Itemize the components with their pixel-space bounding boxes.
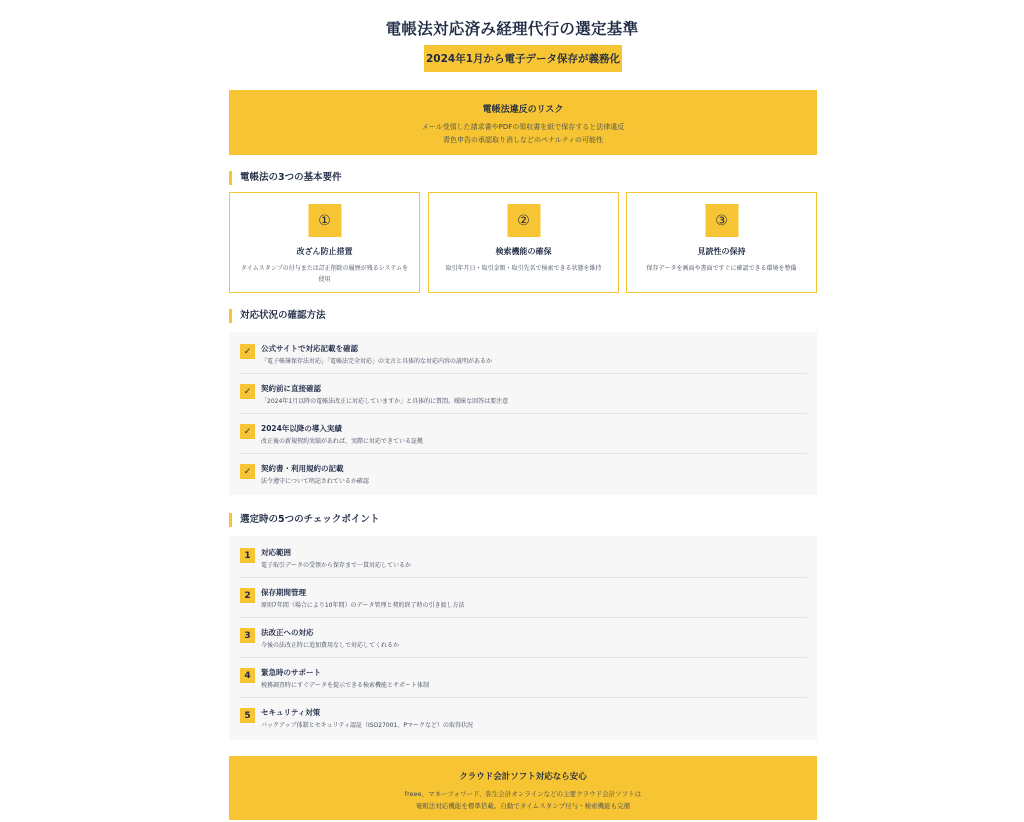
risk-line-1: メール受領した請求書やPDFの領収書を紙で保存すると法律違反	[421, 123, 625, 131]
list-item	[239, 334, 807, 374]
checkpoint-list	[229, 536, 817, 740]
requirement-card	[229, 192, 420, 293]
list-item-desc: 税務調査時にすぐデータを提示できる検索機能とサポート体制	[261, 682, 430, 689]
footer-callout	[229, 756, 817, 820]
confirm-heading: 対応状況の確認方法	[229, 309, 326, 323]
footer-heading: クラウド会計ソフト対応なら安心	[459, 772, 587, 782]
check-icon: ✓	[240, 424, 255, 439]
list-item-title: 契約書・利用規約の記載	[261, 464, 344, 473]
requirements-heading: 電帳法の3つの基本要件	[229, 171, 342, 185]
list-item-title: 保存期間管理	[261, 588, 306, 597]
risk-heading: 電帳法違反のリスク	[482, 105, 564, 115]
list-item-title: 2024年以降の導入実績	[261, 424, 342, 433]
list-item	[239, 658, 807, 698]
subtitle-badge: 2024年1月から電子データ保存が義務化	[424, 45, 622, 72]
list-item	[239, 618, 807, 658]
list-item	[239, 698, 807, 738]
check-icon: ✓	[240, 344, 255, 359]
list-item-desc: バックアップ体制とセキュリティ認証（ISO27001、Pマークなど）の取得状況	[261, 722, 473, 729]
risk-line-2: 青色申告の承認取り消しなどのペナルティの可能性	[442, 136, 604, 144]
list-item-title: 契約前に直接確認	[261, 384, 321, 393]
number-badge: 5	[240, 708, 255, 723]
number-badge: 1	[240, 548, 255, 563]
requirement-card	[626, 192, 817, 293]
requirement-card	[428, 192, 619, 293]
requirement-desc: タイムスタンプの付与または訂正削除の履歴が残るシステムを使用	[240, 265, 409, 283]
list-item-desc: 改正後の新規契約実績があれば、実際に対応できている証拠	[261, 438, 424, 445]
requirement-number: ③	[705, 204, 738, 237]
check-icon: ✓	[240, 464, 255, 479]
list-item	[239, 538, 807, 578]
check-icon: ✓	[240, 384, 255, 399]
list-item	[239, 578, 807, 618]
list-item	[239, 414, 807, 454]
number-badge: 2	[240, 588, 255, 603]
number-badge: 4	[240, 668, 255, 683]
requirement-title: 改ざん防止措置	[296, 247, 353, 256]
footer-line-1: freee、マネーフォワード、弥生会計オンラインなどの主要クラウド会計ソフトは	[404, 790, 642, 798]
requirement-number: ②	[507, 204, 540, 237]
confirm-list	[229, 332, 817, 495]
list-item-title: セキュリティ対策	[261, 708, 321, 717]
page-title: 電帳法対応済み経理代行の選定基準	[385, 20, 639, 38]
requirement-title: 検索機能の確保	[495, 247, 552, 256]
list-item-title: 公式サイトで対応記載を確認	[261, 344, 358, 353]
footer-line-2: 電帳法対応機能を標準搭載。自動でタイムスタンプ付与・検索機能も完備	[415, 802, 631, 810]
list-item-title: 法改正への対応	[261, 628, 314, 637]
list-item-desc: 原則7年間（場合により10年間）のデータ管理と契約終了時の引き渡し方法	[261, 602, 465, 609]
requirement-desc: 保存データを画面や書面ですぐに確認できる環境を整備	[646, 265, 797, 272]
number-badge: 3	[240, 628, 255, 643]
list-item-desc: 「2024年1月以降の電帳法改正に対応していますか」と具体的に質問。曖昧な回答は要注意	[261, 398, 509, 405]
list-item-title: 緊急時のサポート	[261, 668, 321, 677]
list-item-desc: 「電子帳簿保存法対応」「電帳法完全対応」の文言と具体的な対応内容の説明があるか	[261, 358, 493, 365]
list-item-title: 対応範囲	[261, 548, 291, 557]
list-item	[239, 454, 807, 494]
checkpoints-heading: 選定時の5つのチェックポイント	[229, 513, 379, 527]
risk-callout	[229, 90, 817, 155]
requirement-desc: 取引年月日・取引金額・取引先名で検索できる状態を維持	[445, 265, 602, 272]
list-item-desc: 法令遵守について明記されているか確認	[261, 478, 369, 485]
list-item	[239, 374, 807, 414]
requirement-title: 見読性の保持	[697, 247, 746, 256]
list-item-desc: 電子取引データの受領から保存まで一貫対応しているか	[261, 562, 412, 569]
list-item-desc: 今後の法改正時に追加費用なしで対応してくれるか	[261, 642, 400, 649]
requirement-number: ①	[308, 204, 341, 237]
